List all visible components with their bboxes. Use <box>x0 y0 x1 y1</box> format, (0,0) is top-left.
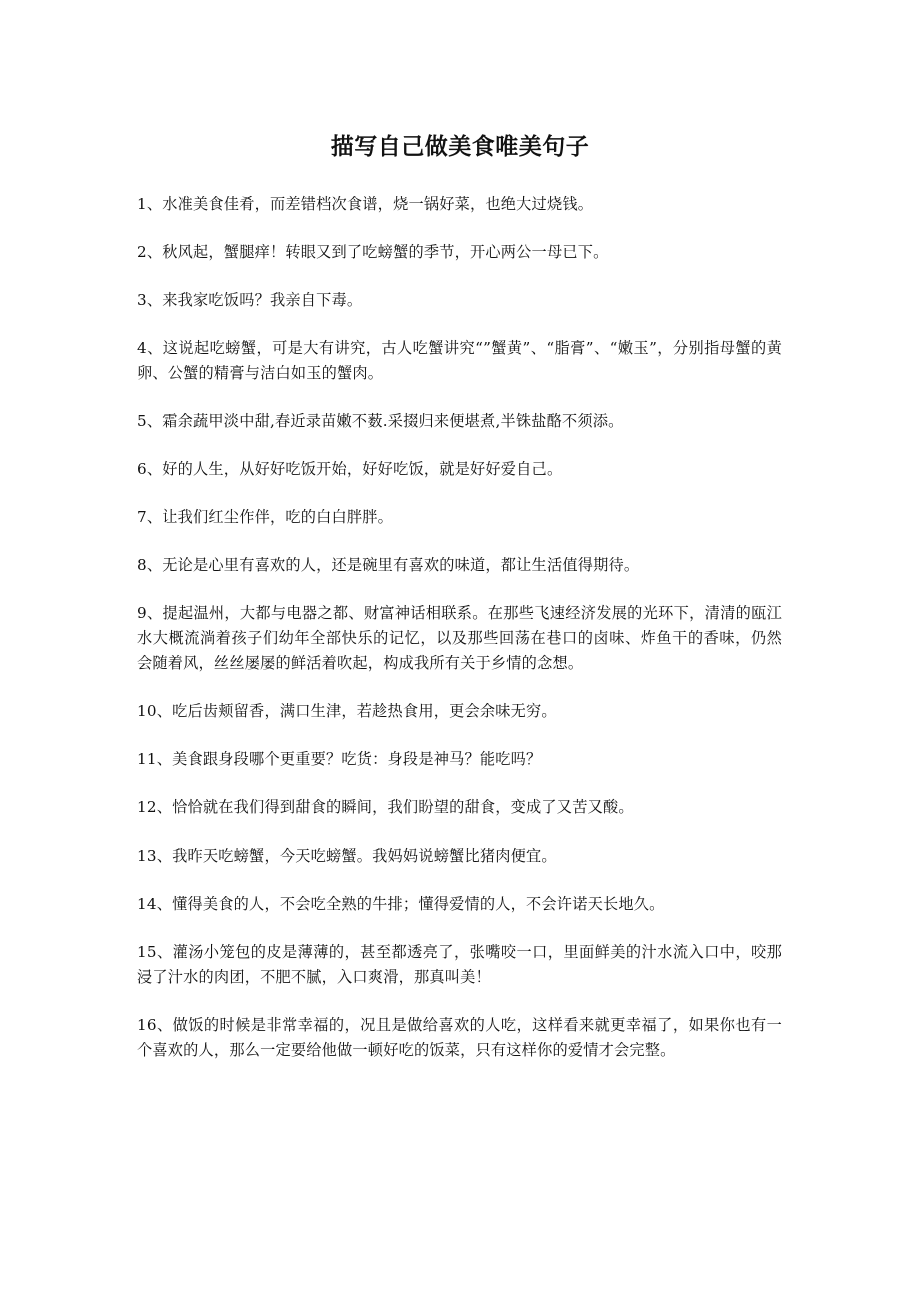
sentence-item-14: 14、懂得美食的人，不会吃全熟的牛排；懂得爱情的人，不会许诺天长地久。 <box>137 895 665 913</box>
sentence-item-5: 5、霜余蔬甲淡中甜,春近录苗嫩不薮.采掇归来便堪煮,半铢盐酪不须添。 <box>137 412 624 430</box>
sentence-item-15: 15、灌汤小笼包的皮是薄薄的，甚至都透亮了，张嘴咬一口，里面鲜美的汁水流入口中，咬那浸了汁水的肉团，不肥不腻，入口爽滑，那真叫美！ <box>137 943 782 986</box>
sentence-item-7: 7、让我们红尘作伴，吃的白白胖胖。 <box>137 508 394 526</box>
sentence-item-2: 2、秋风起，蟹腿痒！转眼又到了吃螃蟹的季节，开心两公一母已下。 <box>137 243 609 261</box>
sentence-item-8: 8、无论是心里有喜欢的人，还是碗里有喜欢的味道，都让生活值得期待。 <box>137 556 640 574</box>
sentence-item-1: 1、水准美食佳肴，而差错档次食谱，烧一锅好菜，也绝大过烧钱。 <box>137 195 594 213</box>
page-title: 描写自己做美食唯美句子 <box>330 134 590 160</box>
sentence-item-10: 10、吃后齿颊留香，满口生津，若趁热食用，更会余味无穷。 <box>137 702 557 720</box>
sentence-item-16: 16、做饭的时候是非常幸福的，况且是做给喜欢的人吃，这样看来就更幸福了，如果你也有一个喜欢的人，那么一定要给他做一顿好吃的饭菜，只有这样你的爱情才会完整。 <box>137 1016 782 1059</box>
sentence-item-4: 4、这说起吃螃蟹，可是大有讲究，古人吃蟹讲究“”蟹黄”、“脂膏”、“嫩玉”，分别指母蟹的黄卵、公蟹的精膏与洁白如玉的蟹肉。 <box>137 339 782 382</box>
sentence-item-12: 12、恰恰就在我们得到甜食的瞬间，我们盼望的甜食，变成了又苦又酸。 <box>137 798 634 816</box>
sentence-item-11: 11、美食跟身段哪个更重要？吃货：身段是神马？能吃吗？ <box>137 750 542 768</box>
sentence-item-6: 6、好的人生，从好好吃饭开始，好好吃饭，就是好好爱自己。 <box>137 460 563 478</box>
sentence-item-13: 13、我昨天吃螃蟹，今天吃螃蟹。我妈妈说螃蟹比猪肉便宜。 <box>137 847 557 865</box>
sentence-item-3: 3、来我家吃饭吗？我亲自下毒。 <box>137 291 363 309</box>
sentence-item-9: 9、提起温州，大都与电器之都、财富神话相联系。在那些飞速经济发展的光环下，清清的瓯江水大概流淌着孩子们幼年全部快乐的记忆，以及那些回荡在巷口的卤味、炸鱼干的香味，仍然会随着风，丝丝屡屡的鲜活着吹起，构成我所有关于乡情的念想。 <box>137 604 782 672</box>
